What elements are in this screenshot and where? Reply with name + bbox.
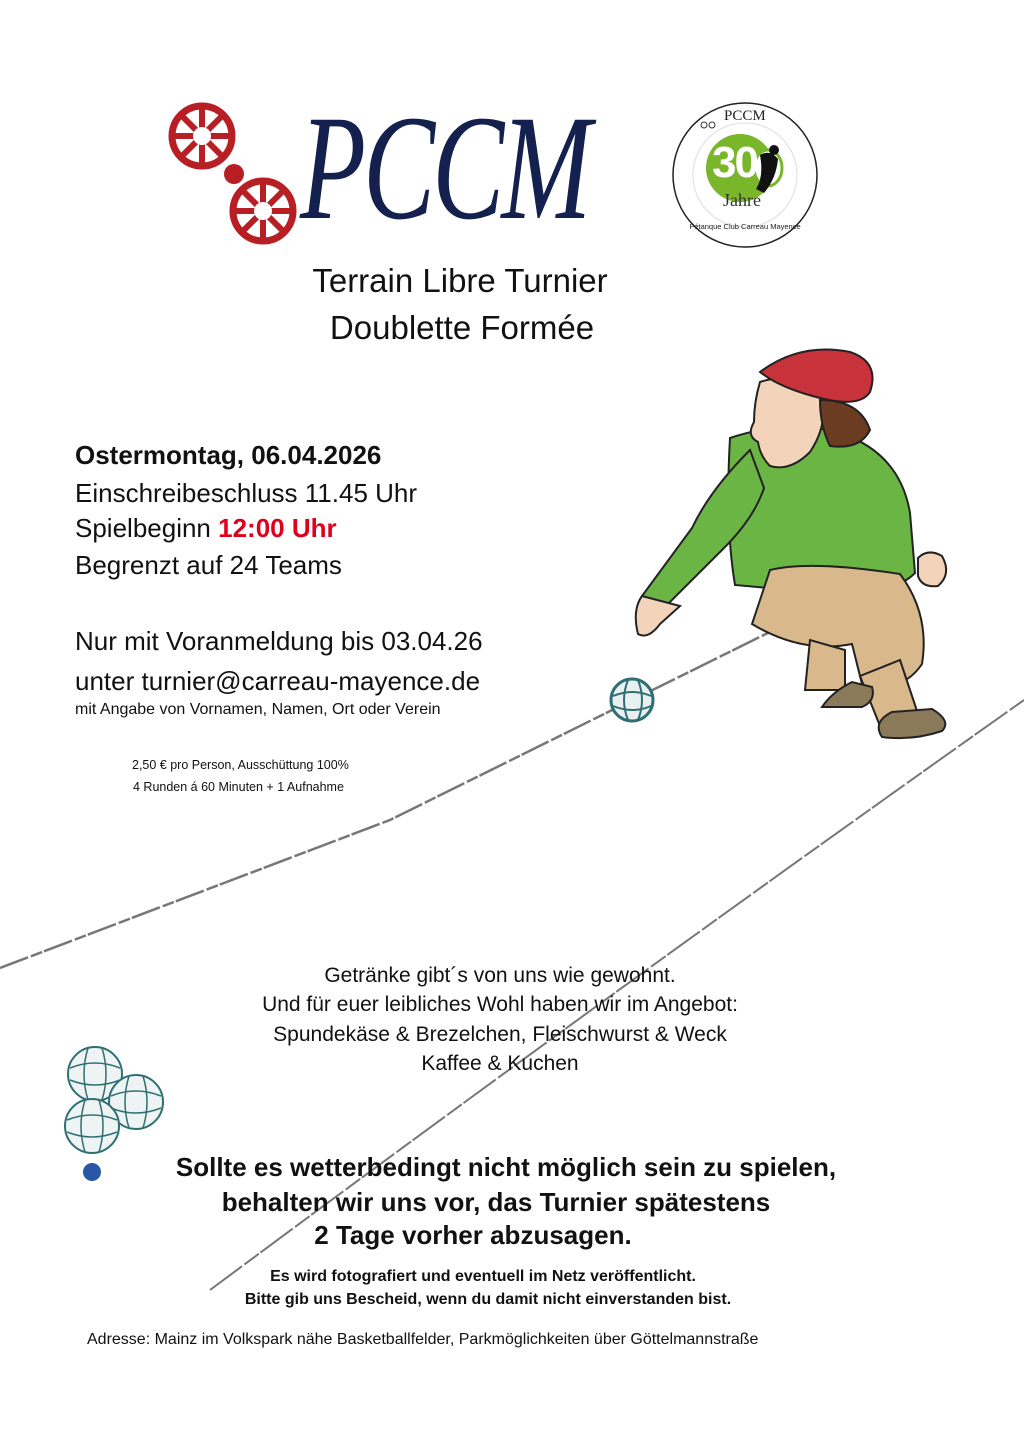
boule-player-illustration — [600, 340, 1024, 760]
anniversary-badge — [670, 100, 820, 250]
weather-line-2: behalten wir uns vor, das Turnier spätestens — [221, 1187, 771, 1217]
title-line-1: Terrain Libre Turnier — [312, 262, 608, 299]
weather-line-3: 2 Tage vorher abzusagen. — [314, 1220, 632, 1250]
wheels-logo-icon — [165, 98, 305, 248]
photo-notice-line-2: Bitte gib uns Bescheid, wenn du damit nicht einverstanden bist. — [244, 1291, 732, 1308]
preregistration: Nur mit Voranmeldung bis 03.04.26 — [75, 626, 483, 656]
details-note: mit Angabe von Vornamen, Namen, Ort oder Verein — [75, 701, 441, 718]
pccm-wordmark: PCCM — [300, 85, 589, 251]
start-time: 12:00 Uhr — [218, 513, 337, 543]
start-time-line — [75, 513, 337, 544]
email-line: unter turnier@carreau-mayence.de — [75, 666, 481, 696]
catering-line-4: Kaffee & Kuchen — [421, 1052, 579, 1075]
title-line-2: Doublette Formée — [329, 309, 595, 346]
badge-top-text: PCCM — [724, 108, 766, 124]
badge-ring-text: Pétanque Club Carreau Mayence — [689, 222, 801, 231]
catering-line-3: Spundekäse & Brezelchen, Fleischwurst & Weck — [273, 1023, 727, 1046]
rounds-info: 4 Runden á 60 Minuten + 1 Aufnahme — [133, 780, 344, 794]
photo-notice-line-1: Es wird fotografiert und eventuell im Netz veröffentlicht. — [270, 1268, 696, 1285]
catering-line-2: Und für euer leibliches Wohl haben wir im Angebot: — [262, 993, 738, 1016]
fee-info: 2,50 € pro Person, Ausschüttung 100% — [132, 758, 349, 772]
event-date: Ostermontag, 06.04.2026 — [75, 440, 382, 470]
badge-word: Jahre — [723, 190, 761, 210]
address: Adresse: Mainz im Volkspark nähe Basketballfelder, Parkmöglichkeiten über Göttelmannstraße — [87, 1331, 759, 1348]
weather-line-1: Sollte es wetterbedingt nicht möglich sein zu spielen, — [175, 1152, 837, 1182]
catering-line-1: Getränke gibt´s von uns wie gewohnt. — [324, 964, 676, 987]
team-limit: Begrenzt auf 24 Teams — [75, 550, 342, 580]
badge-number: 30 — [712, 138, 757, 187]
boule-icon — [608, 676, 658, 726]
registration-close: Einschreibeschluss 11.45 Uhr — [75, 478, 418, 508]
start-prefix: Spielbeginn — [75, 513, 219, 543]
